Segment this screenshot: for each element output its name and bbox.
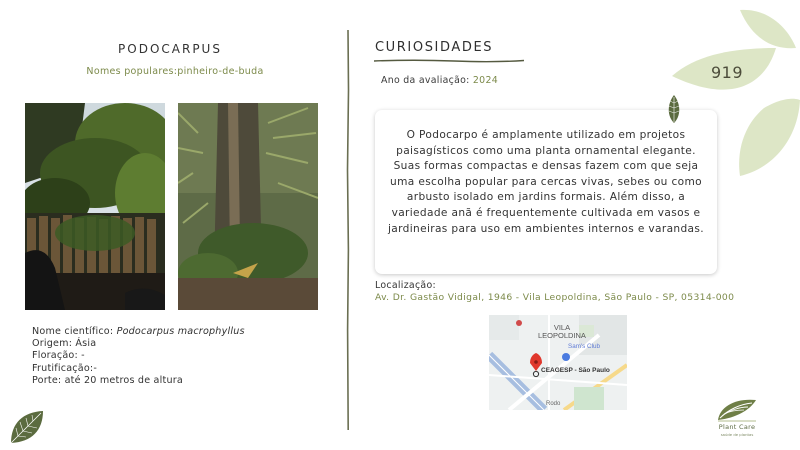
year-label: Ano da avaliação: <box>381 75 473 86</box>
map-store-label: Sam's Club <box>568 343 600 350</box>
curiosities-heading: CURIOSIDADES <box>375 40 494 55</box>
map-neighborhood-line1: VILA <box>553 323 571 332</box>
fruiting: Frutificação:- <box>32 362 97 374</box>
scientific-name-label: Nome científico: <box>32 326 117 337</box>
plant-facts <box>32 326 245 387</box>
leaf-cluster-icon <box>668 8 800 180</box>
size: Porte: até 20 metros de altura <box>32 374 183 386</box>
evaluation-year <box>381 75 498 86</box>
location-map[interactable] <box>489 315 627 410</box>
plant-number-badge: 919 <box>710 63 744 82</box>
map-neighborhood <box>538 324 586 340</box>
flowering: Floração: - <box>32 350 85 362</box>
location-address[interactable]: Av. Dr. Gastão Vidigal, 1946 - Vila Leopoldina, São Paulo - SP, 05314-000 <box>375 292 735 303</box>
plant-title: PODOCARPUS <box>118 42 222 56</box>
origin: Origem: Ásia <box>32 338 97 350</box>
scientific-name-value: Podocarpus macrophyllus <box>116 326 245 337</box>
plant-care-logo <box>710 396 764 444</box>
curiosity-card <box>375 110 717 274</box>
scientific-name <box>32 326 245 338</box>
plant-care-logo-icon <box>710 396 764 422</box>
map-road-label: Rodo <box>546 401 561 407</box>
location-label: Localização: <box>375 280 436 291</box>
heading-underline <box>374 58 524 64</box>
logo-name: Plant Care <box>718 423 756 431</box>
map-neighborhood-line2: LEOPOLDINA <box>538 331 586 340</box>
popular-names: Nomes populares:pinheiro-de-buda <box>86 66 264 77</box>
small-leaf-icon <box>666 94 682 124</box>
year-value: 2024 <box>472 75 498 86</box>
plant-photo-closeup <box>178 103 318 310</box>
curiosity-text: O Podocarpo é amplamente utilizado em projetos paisagísticos como uma planta ornamental elegante. Suas formas compactas e densas fazem com que seja uma escolha popular para cercas vivas, sebes ou como arbusto isolado em jardins formais. Além disso, a variedade anã é frequentemente cultivada em vasos e jardineiras para uso em ambientes internos e varandas. <box>388 129 704 235</box>
column-divider <box>345 30 351 430</box>
plant-photo-garden <box>25 103 165 310</box>
map-place-label: CEAGESP - São Paulo <box>541 367 610 374</box>
leaf-icon <box>8 408 46 446</box>
logo-tagline: saúde de plantas <box>720 432 754 437</box>
